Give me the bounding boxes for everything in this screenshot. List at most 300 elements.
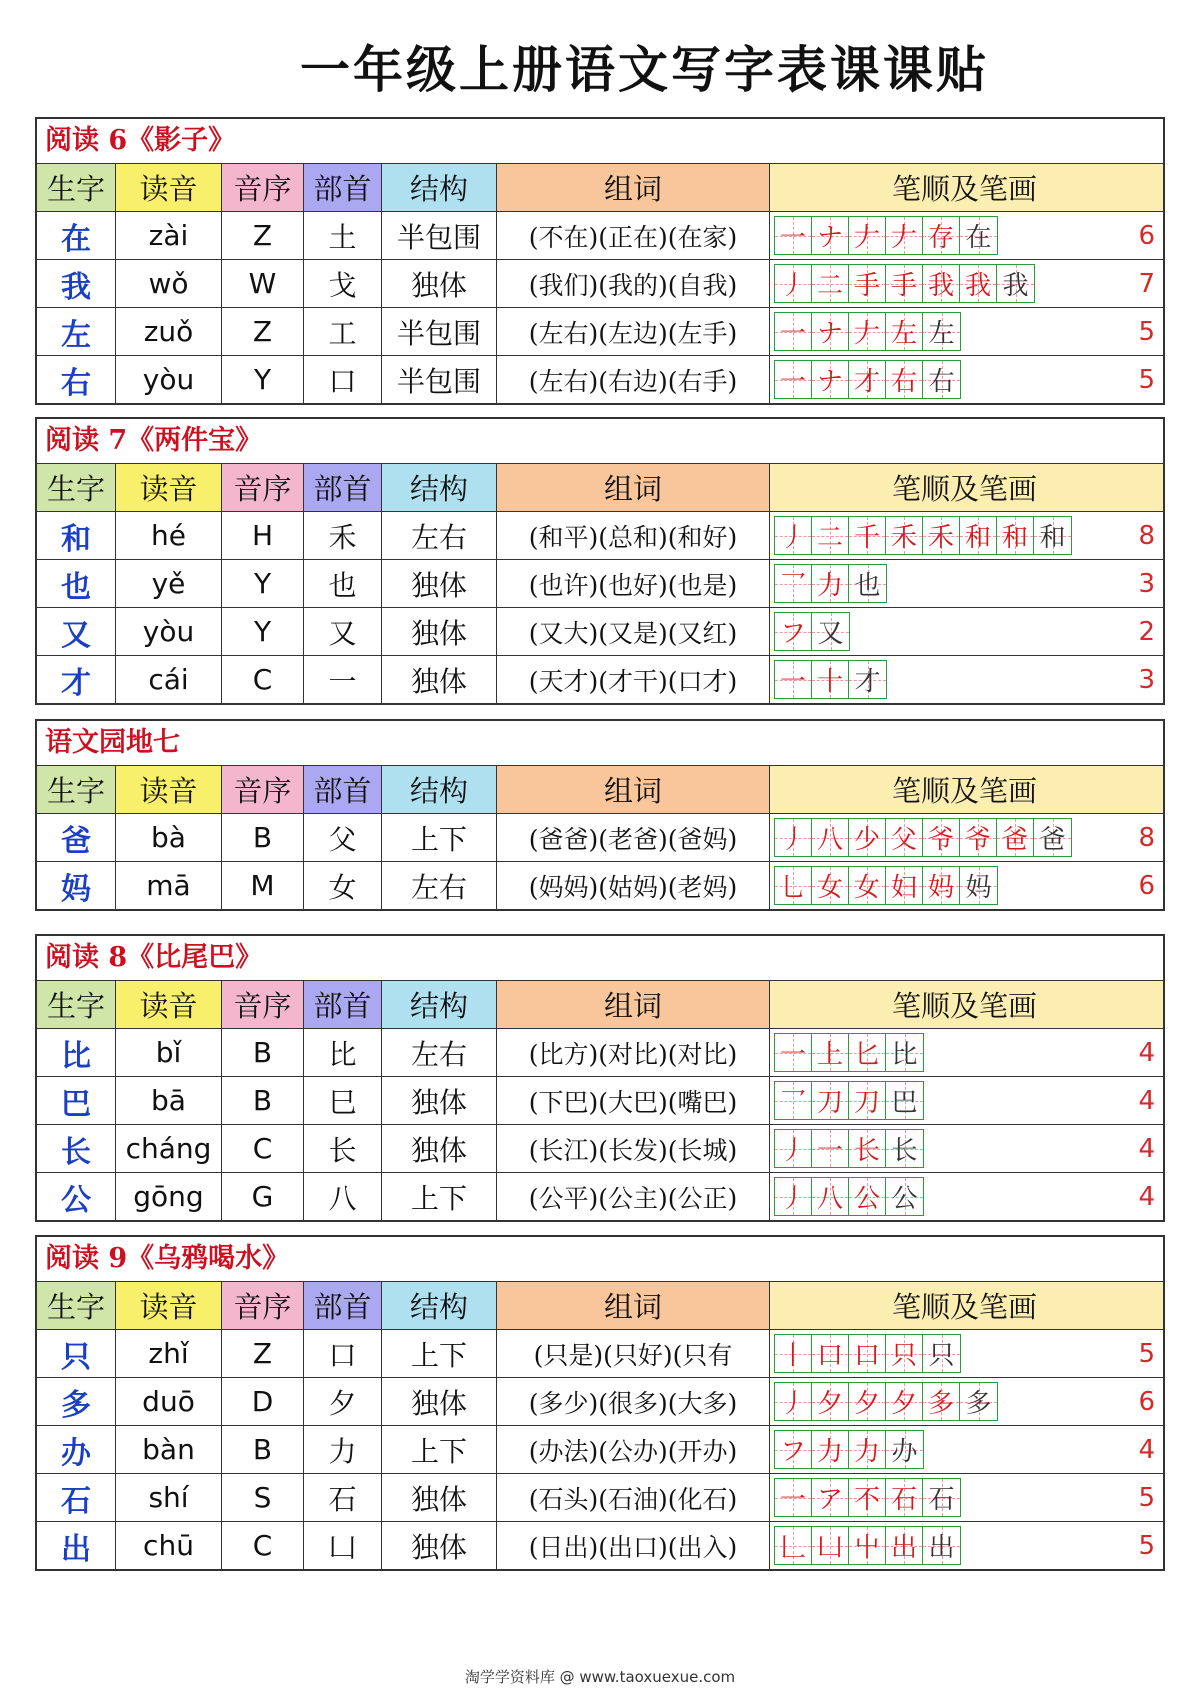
- stroke-grid: [774, 660, 887, 699]
- stroke-glyph: 和: [1039, 523, 1066, 553]
- stroke-box: [775, 1130, 812, 1167]
- stroke-order-cell: [770, 1330, 1163, 1377]
- words-cell: (只是)(只好)(只有: [497, 1330, 770, 1377]
- radical-cell: 比: [304, 1029, 382, 1076]
- stroke-glyph: 丿: [779, 523, 806, 553]
- stroke-box: [775, 1178, 812, 1215]
- table-row: [37, 607, 1163, 655]
- stroke-count: 6: [1138, 220, 1155, 251]
- table-row: [37, 1076, 1163, 1124]
- column-header: 部首: [304, 981, 382, 1028]
- column-header: 读音: [116, 766, 222, 813]
- stroke-box: [960, 867, 997, 904]
- stroke-glyph: 爷: [964, 825, 991, 855]
- radical-cell: 力: [304, 1426, 382, 1473]
- stroke-box: [1034, 517, 1071, 554]
- column-header: 音序: [222, 981, 304, 1028]
- stroke-grid: [774, 360, 961, 399]
- stroke-box: [775, 1479, 812, 1516]
- section-table: [35, 719, 1165, 911]
- stroke-glyph: 石: [928, 1485, 955, 1515]
- stroke-box: [812, 1034, 849, 1071]
- stroke-box: [849, 1479, 886, 1516]
- table-row: [37, 307, 1163, 355]
- stroke-box: [886, 517, 923, 554]
- stroke-box: [775, 1335, 812, 1372]
- char-cell: 多: [37, 1378, 116, 1425]
- order-cell: Z: [222, 212, 304, 259]
- stroke-glyph: 𠃊: [779, 1533, 806, 1563]
- pinyin-cell: zuǒ: [116, 308, 222, 355]
- stroke-order-cell: [770, 1378, 1163, 1425]
- stroke-glyph: 爸: [1001, 825, 1028, 855]
- stroke-grid: [774, 1334, 961, 1373]
- stroke-glyph: 刀: [853, 1088, 880, 1118]
- stroke-box: [849, 565, 886, 602]
- section-title: 阅读 9《乌鸦喝水》: [37, 1237, 1163, 1282]
- stroke-order-cell: [770, 1474, 1163, 1521]
- stroke-count: 4: [1138, 1181, 1155, 1212]
- stroke-box: [812, 1178, 849, 1215]
- column-header: 生字: [37, 164, 116, 211]
- stroke-order-cell: [770, 512, 1163, 559]
- pinyin-cell: yòu: [116, 608, 222, 655]
- stroke-box: [886, 1130, 923, 1167]
- stroke-grid: [774, 1129, 924, 1168]
- stroke-box: [775, 867, 812, 904]
- stroke-order-cell: [770, 862, 1163, 909]
- stroke-box: [775, 361, 812, 398]
- order-cell: C: [222, 656, 304, 703]
- pinyin-cell: cái: [116, 656, 222, 703]
- stroke-order-cell: [770, 814, 1163, 861]
- pinyin-cell: zài: [116, 212, 222, 259]
- stroke-box: [997, 819, 1034, 856]
- stroke-glyph: 禾: [927, 523, 954, 553]
- words-cell: (多少)(很多)(大多): [497, 1378, 770, 1425]
- column-header: 音序: [222, 164, 304, 211]
- order-cell: B: [222, 1077, 304, 1124]
- structure-cell: 左右: [382, 862, 497, 909]
- order-cell: Y: [222, 560, 304, 607]
- stroke-glyph: 又: [817, 619, 844, 649]
- stroke-box: [886, 1527, 923, 1564]
- stroke-grid: [774, 216, 998, 255]
- stroke-glyph: 巴: [891, 1088, 918, 1118]
- words-cell: (左右)(左边)(左手): [497, 308, 770, 355]
- column-header: 生字: [37, 766, 116, 813]
- stroke-box: [849, 517, 886, 554]
- radical-cell: 夕: [304, 1378, 382, 1425]
- stroke-glyph: 右: [928, 367, 955, 397]
- stroke-glyph: 𠂇: [853, 319, 880, 349]
- radical-cell: 口: [304, 1330, 382, 1377]
- stroke-glyph: 出: [890, 1533, 917, 1563]
- section-title: 阅读 7《两件宝》: [37, 419, 1163, 464]
- words-cell: (办法)(公办)(开办): [497, 1426, 770, 1473]
- column-header: 生字: [37, 981, 116, 1028]
- stroke-count: 8: [1138, 520, 1155, 551]
- stroke-glyph: 爸: [1039, 825, 1066, 855]
- column-header: 笔顺及笔画: [770, 1282, 1163, 1329]
- structure-cell: 独体: [382, 608, 497, 655]
- stroke-box: [997, 517, 1034, 554]
- stroke-count: 5: [1138, 1530, 1155, 1561]
- header-row: [37, 1282, 1163, 1329]
- stroke-box: [849, 1034, 886, 1071]
- table-row: [37, 1329, 1163, 1377]
- stroke-glyph: 左: [890, 319, 917, 349]
- stroke-box: [923, 217, 960, 254]
- column-header: 组词: [497, 164, 770, 211]
- stroke-glyph: 丨: [779, 1341, 806, 1371]
- stroke-glyph: 夕: [890, 1389, 917, 1419]
- table-row: [37, 1172, 1163, 1220]
- radical-cell: 凵: [304, 1522, 382, 1569]
- stroke-glyph: 女: [816, 873, 843, 903]
- stroke-grid: [774, 1177, 924, 1216]
- stroke-glyph: 爷: [927, 825, 954, 855]
- stroke-glyph: フ: [779, 619, 806, 649]
- column-header: 音序: [222, 1282, 304, 1329]
- char-cell: 妈: [37, 862, 116, 909]
- stroke-count: 4: [1138, 1037, 1155, 1068]
- table-row: [37, 211, 1163, 259]
- stroke-box: [886, 313, 923, 350]
- stroke-box: [812, 265, 849, 302]
- stroke-glyph: 上: [816, 1040, 843, 1070]
- stroke-glyph: 才: [853, 367, 880, 397]
- stroke-glyph: 一: [779, 319, 806, 349]
- stroke-box: [775, 1383, 812, 1420]
- stroke-count: 5: [1138, 316, 1155, 347]
- structure-cell: 独体: [382, 260, 497, 307]
- stroke-box: [923, 1479, 960, 1516]
- stroke-box: [812, 217, 849, 254]
- stroke-glyph: 夕: [853, 1389, 880, 1419]
- words-cell: (左右)(右边)(右手): [497, 356, 770, 403]
- column-header: 结构: [382, 1282, 497, 1329]
- stroke-grid: [774, 1382, 998, 1421]
- stroke-glyph: 力: [816, 1437, 843, 1467]
- structure-cell: 半包围: [382, 212, 497, 259]
- radical-cell: 八: [304, 1173, 382, 1220]
- stroke-glyph: 八: [816, 825, 843, 855]
- column-header: 生字: [37, 464, 116, 511]
- stroke-order-cell: [770, 356, 1163, 403]
- stroke-glyph: 石: [890, 1485, 917, 1515]
- stroke-glyph: 在: [965, 223, 992, 253]
- char-cell: 比: [37, 1029, 116, 1076]
- stroke-box: [960, 517, 997, 554]
- char-cell: 和: [37, 512, 116, 559]
- pinyin-cell: shí: [116, 1474, 222, 1521]
- column-header: 读音: [116, 1282, 222, 1329]
- radical-cell: 女: [304, 862, 382, 909]
- order-cell: C: [222, 1522, 304, 1569]
- stroke-box: [812, 613, 849, 650]
- header-row: [37, 164, 1163, 211]
- stroke-box: [923, 265, 960, 302]
- stroke-glyph: 妇: [890, 873, 917, 903]
- stroke-glyph: 妈: [965, 873, 992, 903]
- table-row: [37, 1473, 1163, 1521]
- stroke-box: [960, 819, 997, 856]
- stroke-grid: [774, 612, 850, 651]
- char-cell: 右: [37, 356, 116, 403]
- stroke-glyph: 多: [965, 1389, 992, 1419]
- column-header: 读音: [116, 164, 222, 211]
- stroke-glyph: 二: [816, 271, 843, 301]
- stroke-glyph: 父: [890, 825, 917, 855]
- stroke-count: 2: [1138, 616, 1155, 647]
- stroke-box: [812, 1335, 849, 1372]
- section-table: [35, 934, 1165, 1222]
- stroke-glyph: 手: [853, 271, 880, 301]
- order-cell: H: [222, 512, 304, 559]
- stroke-box: [849, 1178, 886, 1215]
- table-row: [37, 861, 1163, 909]
- structure-cell: 独体: [382, 1522, 497, 1569]
- stroke-box: [849, 1082, 886, 1119]
- char-cell: 爸: [37, 814, 116, 861]
- stroke-glyph: 口: [853, 1341, 880, 1371]
- stroke-box: [849, 661, 886, 698]
- stroke-order-cell: [770, 1522, 1163, 1569]
- radical-cell: 戈: [304, 260, 382, 307]
- order-cell: B: [222, 814, 304, 861]
- stroke-box: [812, 1130, 849, 1167]
- stroke-box: [775, 819, 812, 856]
- stroke-box: [812, 361, 849, 398]
- pinyin-cell: chū: [116, 1522, 222, 1569]
- section-table: [35, 417, 1165, 705]
- stroke-grid: [774, 1526, 961, 1565]
- stroke-glyph: 长: [853, 1136, 880, 1166]
- stroke-box: [886, 1431, 923, 1468]
- stroke-box: [812, 1082, 849, 1119]
- column-header: 结构: [382, 464, 497, 511]
- stroke-glyph: 口: [816, 1341, 843, 1371]
- stroke-box: [849, 1335, 886, 1372]
- char-cell: 出: [37, 1522, 116, 1569]
- stroke-glyph: 不: [853, 1485, 880, 1515]
- stroke-box: [923, 313, 960, 350]
- stroke-box: [775, 613, 812, 650]
- words-cell: (和平)(总和)(和好): [497, 512, 770, 559]
- column-header: 组词: [497, 1282, 770, 1329]
- radical-cell: 也: [304, 560, 382, 607]
- structure-cell: 半包围: [382, 356, 497, 403]
- header-row: [37, 981, 1163, 1028]
- radical-cell: 又: [304, 608, 382, 655]
- stroke-order-cell: [770, 1173, 1163, 1220]
- stroke-glyph: 十: [816, 667, 843, 697]
- column-header: 部首: [304, 766, 382, 813]
- table-row: [37, 355, 1163, 403]
- pinyin-cell: hé: [116, 512, 222, 559]
- radical-cell: 一: [304, 656, 382, 703]
- char-cell: 巴: [37, 1077, 116, 1124]
- stroke-glyph: 只: [890, 1341, 917, 1371]
- stroke-order-cell: [770, 656, 1163, 703]
- stroke-box: [923, 1383, 960, 1420]
- pinyin-cell: bǐ: [116, 1029, 222, 1076]
- stroke-glyph: 少: [853, 825, 880, 855]
- char-cell: 才: [37, 656, 116, 703]
- words-cell: (爸爸)(老爸)(爸妈): [497, 814, 770, 861]
- stroke-grid: [774, 1430, 924, 1469]
- section-title: 阅读 6《影子》: [37, 119, 1163, 164]
- stroke-box: [812, 1527, 849, 1564]
- stroke-count: 5: [1138, 364, 1155, 395]
- stroke-glyph: 丿: [779, 1389, 806, 1419]
- stroke-glyph: 只: [928, 1341, 955, 1371]
- stroke-box: [849, 217, 886, 254]
- radical-cell: 长: [304, 1125, 382, 1172]
- stroke-glyph: ナ: [816, 319, 843, 349]
- stroke-box: [886, 1335, 923, 1372]
- structure-cell: 独体: [382, 1125, 497, 1172]
- stroke-glyph: 𠂇: [853, 223, 880, 253]
- stroke-order-cell: [770, 260, 1163, 307]
- stroke-grid: [774, 1033, 924, 1072]
- stroke-glyph: 丿: [779, 271, 806, 301]
- words-cell: (石头)(石油)(化石): [497, 1474, 770, 1521]
- char-cell: 长: [37, 1125, 116, 1172]
- stroke-glyph: 一: [779, 1040, 806, 1070]
- stroke-glyph: ナ: [816, 367, 843, 397]
- stroke-grid: [774, 516, 1072, 555]
- stroke-box: [775, 565, 812, 602]
- stroke-box: [775, 217, 812, 254]
- stroke-box: [960, 1383, 997, 1420]
- order-cell: S: [222, 1474, 304, 1521]
- pinyin-cell: yě: [116, 560, 222, 607]
- stroke-glyph: 乛: [779, 571, 806, 601]
- stroke-box: [849, 1431, 886, 1468]
- stroke-glyph: 刀: [816, 1088, 843, 1118]
- stroke-box: [849, 361, 886, 398]
- stroke-glyph: 右: [890, 367, 917, 397]
- stroke-glyph: 丿: [779, 1136, 806, 1166]
- stroke-box: [886, 1082, 923, 1119]
- table-row: [37, 1425, 1163, 1473]
- stroke-box: [849, 1383, 886, 1420]
- order-cell: B: [222, 1426, 304, 1473]
- stroke-box: [812, 661, 849, 698]
- pinyin-cell: yòu: [116, 356, 222, 403]
- stroke-glyph: 我: [927, 271, 954, 301]
- column-header: 笔顺及笔画: [770, 766, 1163, 813]
- order-cell: C: [222, 1125, 304, 1172]
- stroke-box: [775, 661, 812, 698]
- stroke-box: [775, 265, 812, 302]
- structure-cell: 上下: [382, 1330, 497, 1377]
- radical-cell: 土: [304, 212, 382, 259]
- stroke-box: [886, 819, 923, 856]
- words-cell: (日出)(出口)(出入): [497, 1522, 770, 1569]
- stroke-order-cell: [770, 308, 1163, 355]
- stroke-box: [775, 1082, 812, 1119]
- stroke-box: [886, 265, 923, 302]
- stroke-box: [812, 313, 849, 350]
- stroke-box: [849, 867, 886, 904]
- table-row: [37, 813, 1163, 861]
- stroke-glyph: ナ: [816, 223, 843, 253]
- pinyin-cell: bà: [116, 814, 222, 861]
- column-header: 读音: [116, 981, 222, 1028]
- radical-cell: 巳: [304, 1077, 382, 1124]
- stroke-order-cell: [770, 212, 1163, 259]
- structure-cell: 左右: [382, 1029, 497, 1076]
- stroke-box: [923, 819, 960, 856]
- stroke-glyph: 和: [964, 523, 991, 553]
- stroke-glyph: 比: [891, 1040, 918, 1070]
- char-cell: 只: [37, 1330, 116, 1377]
- stroke-grid: [774, 818, 1072, 857]
- structure-cell: 独体: [382, 1077, 497, 1124]
- column-header: 音序: [222, 766, 304, 813]
- stroke-glyph: 一: [779, 367, 806, 397]
- table-row: [37, 559, 1163, 607]
- stroke-grid: [774, 264, 1035, 303]
- stroke-glyph: 我: [1002, 271, 1029, 301]
- radical-cell: 工: [304, 308, 382, 355]
- stroke-box: [849, 265, 886, 302]
- stroke-glyph: 凵: [816, 1533, 843, 1563]
- table-row: [37, 1028, 1163, 1076]
- stroke-box: [812, 867, 849, 904]
- radical-cell: 禾: [304, 512, 382, 559]
- order-cell: Y: [222, 356, 304, 403]
- char-cell: 公: [37, 1173, 116, 1220]
- stroke-box: [886, 1034, 923, 1071]
- words-cell: (也许)(也好)(也是): [497, 560, 770, 607]
- order-cell: M: [222, 862, 304, 909]
- words-cell: (公平)(公主)(公正): [497, 1173, 770, 1220]
- stroke-box: [812, 565, 849, 602]
- stroke-glyph: 乛: [779, 1088, 806, 1118]
- order-cell: W: [222, 260, 304, 307]
- stroke-count: 3: [1138, 664, 1155, 695]
- stroke-grid: [774, 312, 961, 351]
- stroke-glyph: 一: [816, 1136, 843, 1166]
- stroke-glyph: 才: [854, 667, 881, 697]
- table-row: [37, 511, 1163, 559]
- column-header: 部首: [304, 1282, 382, 1329]
- stroke-count: 8: [1138, 822, 1155, 853]
- stroke-glyph: 左: [928, 319, 955, 349]
- stroke-glyph: 千: [853, 523, 880, 553]
- stroke-box: [886, 1479, 923, 1516]
- pinyin-cell: bā: [116, 1077, 222, 1124]
- stroke-box: [812, 1383, 849, 1420]
- order-cell: Z: [222, 308, 304, 355]
- radical-cell: 石: [304, 1474, 382, 1521]
- char-cell: 也: [37, 560, 116, 607]
- column-header: 笔顺及笔画: [770, 981, 1163, 1028]
- header-row: [37, 464, 1163, 511]
- stroke-glyph: 出: [928, 1533, 955, 1563]
- column-header: 结构: [382, 981, 497, 1028]
- stroke-count: 4: [1138, 1085, 1155, 1116]
- pinyin-cell: zhǐ: [116, 1330, 222, 1377]
- header-row: [37, 766, 1163, 813]
- words-cell: (天才)(才干)(口才): [497, 656, 770, 703]
- stroke-glyph: 和: [1001, 523, 1028, 553]
- char-cell: 又: [37, 608, 116, 655]
